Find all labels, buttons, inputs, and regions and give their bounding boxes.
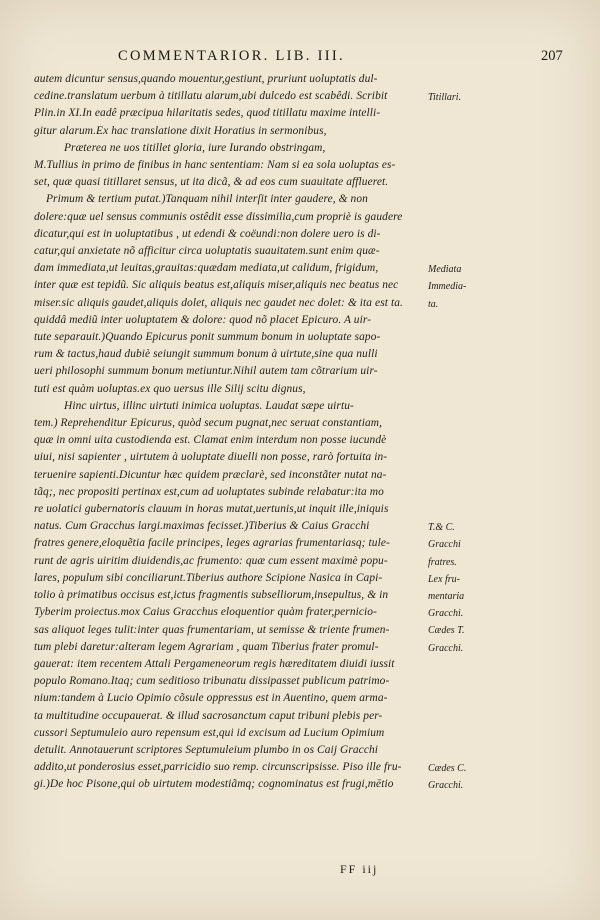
gathering-signature: FF iij [340, 862, 379, 876]
commentary-text-block [34, 71, 432, 794]
text-line: gauerat: item recentem Attali Pergameneorum regis hæreditatem diuidi iussit [34, 657, 395, 670]
text-line: populo Romano.Itaq; cum seditioso tribunatu dissipasset publicum patrimo- [34, 675, 390, 688]
text-line: dolere:quæ uel sensus communis ostêdit esse dissimilia,cum propriè is gaudere [34, 210, 403, 223]
text-line: tem.) Reprehenditur Epicurus, quòd secum pugnat,nec seruat constantiam, [34, 417, 383, 430]
margin-note: Gracchi [428, 539, 461, 551]
margin-note: Lex fru- [428, 573, 460, 585]
text-line: autem dicuntur sensus,quando mouentur,gestiunt, pruriunt uoluptatis dul- [34, 73, 378, 85]
margin-note: Mediata [428, 264, 462, 276]
margin-note: Cædes T. [428, 625, 465, 637]
text-line: miser.sic aliquis gaudet,aliquis dolet, aliquis nec gaudet nec dolet: & ita est ta. [34, 296, 403, 309]
text-line: addito,ut ponderosius esset,parricidio suo remp. circunscripsisse. Piso ille fru- [34, 761, 402, 774]
page-number: 207 [541, 48, 563, 64]
text-line: uiui, nisi sapienter , uirtutem à uoluptate diuelli non posse, rarò fortuita in- [34, 451, 388, 464]
margin-note: mentaria [428, 591, 465, 602]
text-line: fratres genere,eloquẽtia facile principes, leges agrarias frumentariasq; tule- [34, 537, 390, 550]
text-line: tute separauit.)Quando Epicurus ponit summum bonum in uoluptate sapo- [34, 331, 381, 344]
text-line: dam immediata,ut leuitas,grauitas:quædam mediata,ut calidum, frigidum, [34, 262, 379, 275]
text-line: re uolatici gubernatoris clauum in horas mutat,uertunis,ut inquit ille,iniquis [34, 503, 389, 516]
margin-note: ta. [428, 298, 439, 310]
text-line: Plin.in XI.In eadê præcipua hilaritatis sedes, quod titillatu maxime intelli- [34, 107, 381, 120]
text-line: rum & tactus,haud dubiè seiungit summum bonum à uirtute,sine qua nulli [34, 348, 378, 361]
text-line: Præterea ne uos titillet gloria, iure Iurando obstringam, [64, 141, 326, 154]
text-line: Primum & tertium putat.)Tanquam nihil interſit inter gaudere, & non [46, 193, 368, 206]
margin-note: Gracchi. [428, 780, 464, 792]
text-line: gi.)De hoc Pisone,qui ob uirtutem modestiãmq; cognominatus est frugi,mētio [34, 778, 394, 791]
margin-note: T.& C. [428, 522, 455, 534]
text-line: cussori Septumuleio auro repensum est,qui id excisum ad Lucium Opimium [34, 726, 385, 739]
margin-note: fratres. [428, 556, 457, 568]
page-header [0, 48, 600, 72]
text-line: gitur alarum.Ex hac translatione dixit Horatius in sermonibus, [34, 124, 327, 137]
text-line: set, quæ quasi titillaret sensus, ut ita dicã, & ad eos cum suauitate afflueret. [34, 176, 389, 189]
text-line: natus. Cum Gracchus largi.maximas fecisset.)Tiberius & Caius Gracchi [34, 520, 370, 533]
text-line: teruenire sapienti.Dicuntur hæc quidem præclarè, sed inconstãter nutat na- [34, 468, 387, 481]
text-line: quiddâ mediũ inter uoluptatem & dolore: quod nõ placet Epicuro. A uir- [34, 313, 372, 326]
text-line: dicatur,qui est in uoluptatibus , ut edendi & coëundi:non dolere uero is di- [34, 227, 381, 240]
text-line: M.Tullius in primo de finibus in hanc sententiam: Nam si ea sola uoluptas es- [34, 159, 396, 172]
text-line: tuti est quàm uoluptas.ex quo uersus ille Silij scitu dignus, [34, 382, 306, 395]
text-line: Tyberim proiectus.mox Caius Gracchus eloquentior quàm frater,pernicio- [34, 606, 377, 619]
text-line: cedine.translatum uerbum à titillatu alarum,ubi dulcedo est scabêdi. Scribit [34, 90, 388, 103]
text-line: catur,qui anxietate nõ afficitur circa uoluptatis suauitatem.sunt enim quæ- [34, 245, 380, 258]
text-line: runt de agris uiritim diuidendis,ac frumento: quæ cum essent maximè popu- [34, 554, 388, 567]
text-line: tum plebi daretur:alteram legem Agrariam , quam Tiberius frater promul- [34, 640, 379, 653]
margin-note: Immedia- [428, 281, 467, 293]
margin-note: Titillari. [428, 92, 462, 104]
margin-note: Cædes C. [428, 763, 467, 774]
text-line: inter quæ est tepidũ. Sic aliquis beatus est,aliquis miser,aliquis nec beatus nec [34, 279, 399, 292]
running-head: COMMENTARIOR. LIB. III. [118, 48, 345, 64]
text-line: nium:tandem à Lucio Opimio cõsule oppressus est in Auentino, quem arma- [34, 692, 388, 705]
text-line: tãq;, nec propositi pertinax est,cum ad uoluptates subinde relabatur:ita mo [34, 485, 384, 498]
text-line: ueri philosophi summum bonum metiuntur.Nihil autem tam cõtrarium uir- [34, 365, 378, 378]
text-line: lares, populum sibi conciliarunt.Tiberius authore Scipione Nasica in Capi- [34, 571, 383, 584]
text-line: quæ in omni uita custodienda est. Clamat enim interdum non posse iucundè [34, 434, 387, 447]
text-line: detulit. Annotauerunt scriptores Septumuleium plumbo in os Caij Gracchi [34, 743, 379, 756]
text-line: ta multitudine occupauerat. & illud sacrosanctum caput tribuni plebis per- [34, 709, 383, 722]
text-line: Hinc uirtus, illinc uirtuti inimica uoluptas. Laudat sæpe uirtu- [64, 399, 354, 412]
text-line: sas aliquot leges tulit:inter quas frumentariam, ut semisse & triente frumen- [34, 623, 390, 636]
text-line: tolio à primatibus occisus est,ictus fragmentis subselliorum,insepultus, & in [34, 589, 389, 602]
margin-note: Gracchi. [428, 642, 464, 654]
margin-note: Gracchi. [428, 608, 464, 620]
